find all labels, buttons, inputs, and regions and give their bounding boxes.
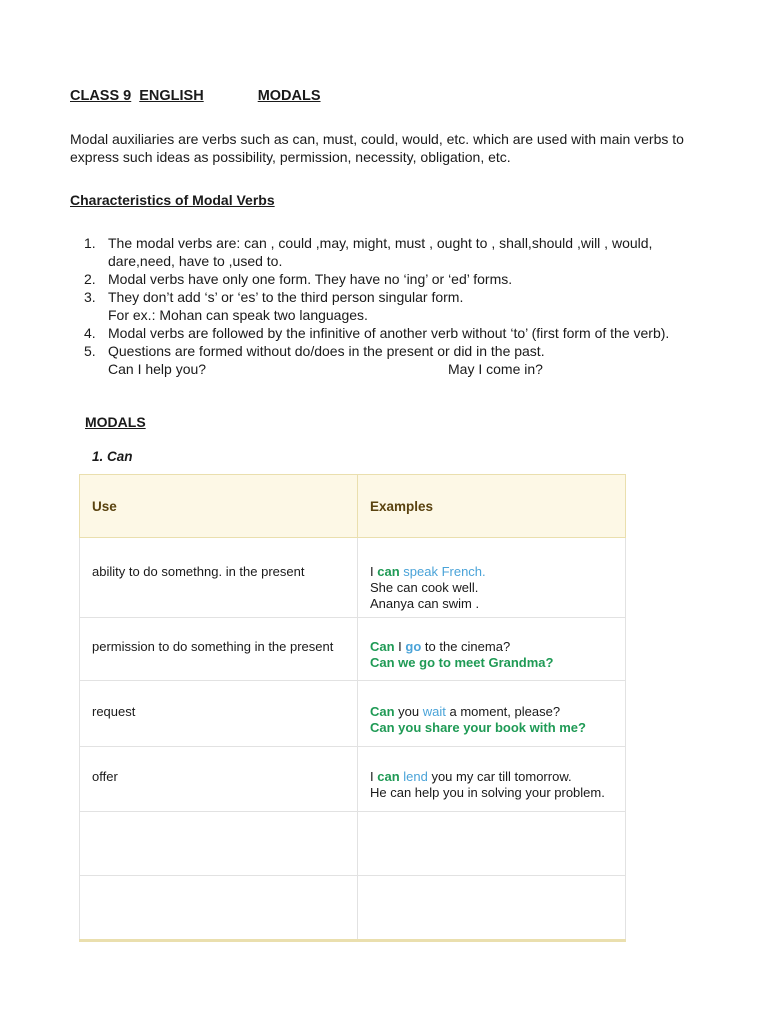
question-example-1: Can I help you? xyxy=(108,361,207,377)
example-text: a moment, please? xyxy=(445,704,561,719)
example-line xyxy=(370,769,613,785)
list-number: 5. xyxy=(84,343,96,359)
document-header xyxy=(70,88,321,104)
example-line xyxy=(370,704,613,720)
list-item-text: Modal verbs are followed by the infinitive of another verb without ‘to’ (first form of the verb). xyxy=(108,325,670,341)
table-row xyxy=(80,618,626,681)
highlight-verb: lend xyxy=(403,769,428,784)
example-text: you my car till tomorrow. xyxy=(427,769,572,784)
question-example-2: May I come in? xyxy=(448,361,543,377)
use-cell: offer xyxy=(80,747,358,812)
highlight-modal: can xyxy=(377,769,400,784)
example-text: to the cinema? xyxy=(421,639,511,654)
list-item-example: For ex.: Mohan can speak two languages. xyxy=(108,307,368,323)
table-row xyxy=(80,681,626,747)
empty-cell xyxy=(358,876,626,941)
table-row-empty xyxy=(80,812,626,876)
intro-paragraph: Modal auxiliaries are verbs such as can, must, could, would, etc. which are used with main verbs to express such ideas as possibility, permission, necessity, obligation, etc. xyxy=(70,131,684,165)
list-item-text: The modal verbs are: can , could ,may, might, must , ought to , shall,should ,will , would, dare,need, have to ,used to. xyxy=(108,235,653,269)
can-usage-table xyxy=(79,474,626,942)
list-item xyxy=(84,288,714,324)
example-line: Can we go to meet Grandma? xyxy=(370,655,554,670)
list-item xyxy=(84,234,714,270)
characteristics-list xyxy=(84,234,714,378)
list-number: 2. xyxy=(84,271,96,287)
example-text: I xyxy=(370,769,378,784)
table-row-empty xyxy=(80,876,626,941)
example-line: Can you share your book with me? xyxy=(370,720,586,735)
list-number: 3. xyxy=(84,289,96,305)
examples-cell xyxy=(358,681,626,747)
modals-heading: MODALS xyxy=(85,414,146,430)
subject-label: ENGLISH xyxy=(139,88,204,104)
column-header-use: Use xyxy=(80,475,358,538)
list-number: 1. xyxy=(84,235,96,251)
example-line: She can cook well. xyxy=(370,580,479,595)
list-item xyxy=(84,324,714,342)
examples-cell xyxy=(358,618,626,681)
highlight-modal: can xyxy=(377,564,400,579)
highlight-verb: speak French. xyxy=(403,564,486,579)
characteristics-heading: Characteristics of Modal Verbs xyxy=(70,192,275,208)
topic-label: MODALS xyxy=(257,88,321,104)
examples-cell xyxy=(358,747,626,812)
example-line: He can help you in solving your problem. xyxy=(370,785,605,800)
empty-cell xyxy=(80,812,358,876)
section-title-can: 1. Can xyxy=(92,449,133,464)
list-item-text: They don’t add ‘s’ or ‘es’ to the third person singular form. xyxy=(108,289,464,305)
examples-cell xyxy=(358,538,626,618)
highlight-modal: Can xyxy=(370,639,395,654)
list-item-text: Questions are formed without do/does in the present or did in the past. xyxy=(108,343,545,359)
table-row xyxy=(80,747,626,812)
empty-cell xyxy=(358,812,626,876)
example-line xyxy=(370,639,613,655)
class-label: CLASS 9 xyxy=(70,88,132,104)
example-text: you xyxy=(394,704,423,719)
list-item xyxy=(84,270,714,288)
use-cell: ability to do somethng. in the present xyxy=(80,538,358,618)
use-cell: request xyxy=(80,681,358,747)
example-line xyxy=(370,564,613,580)
highlight-modal: Can xyxy=(370,704,395,719)
table-header-row xyxy=(80,475,626,538)
table-row xyxy=(80,538,626,618)
example-text: I xyxy=(370,564,378,579)
question-examples xyxy=(108,360,714,378)
use-cell: permission to do something in the present xyxy=(80,618,358,681)
highlight-verb: go xyxy=(405,639,422,654)
list-item xyxy=(84,342,714,378)
column-header-examples: Examples xyxy=(358,475,626,538)
empty-cell xyxy=(80,876,358,941)
example-text: I xyxy=(394,639,406,654)
list-number: 4. xyxy=(84,325,96,341)
highlight-verb: wait xyxy=(422,704,446,719)
list-item-text: Modal verbs have only one form. They have no ‘ing’ or ‘ed’ forms. xyxy=(108,271,513,287)
example-line: Ananya can swim . xyxy=(370,596,480,611)
